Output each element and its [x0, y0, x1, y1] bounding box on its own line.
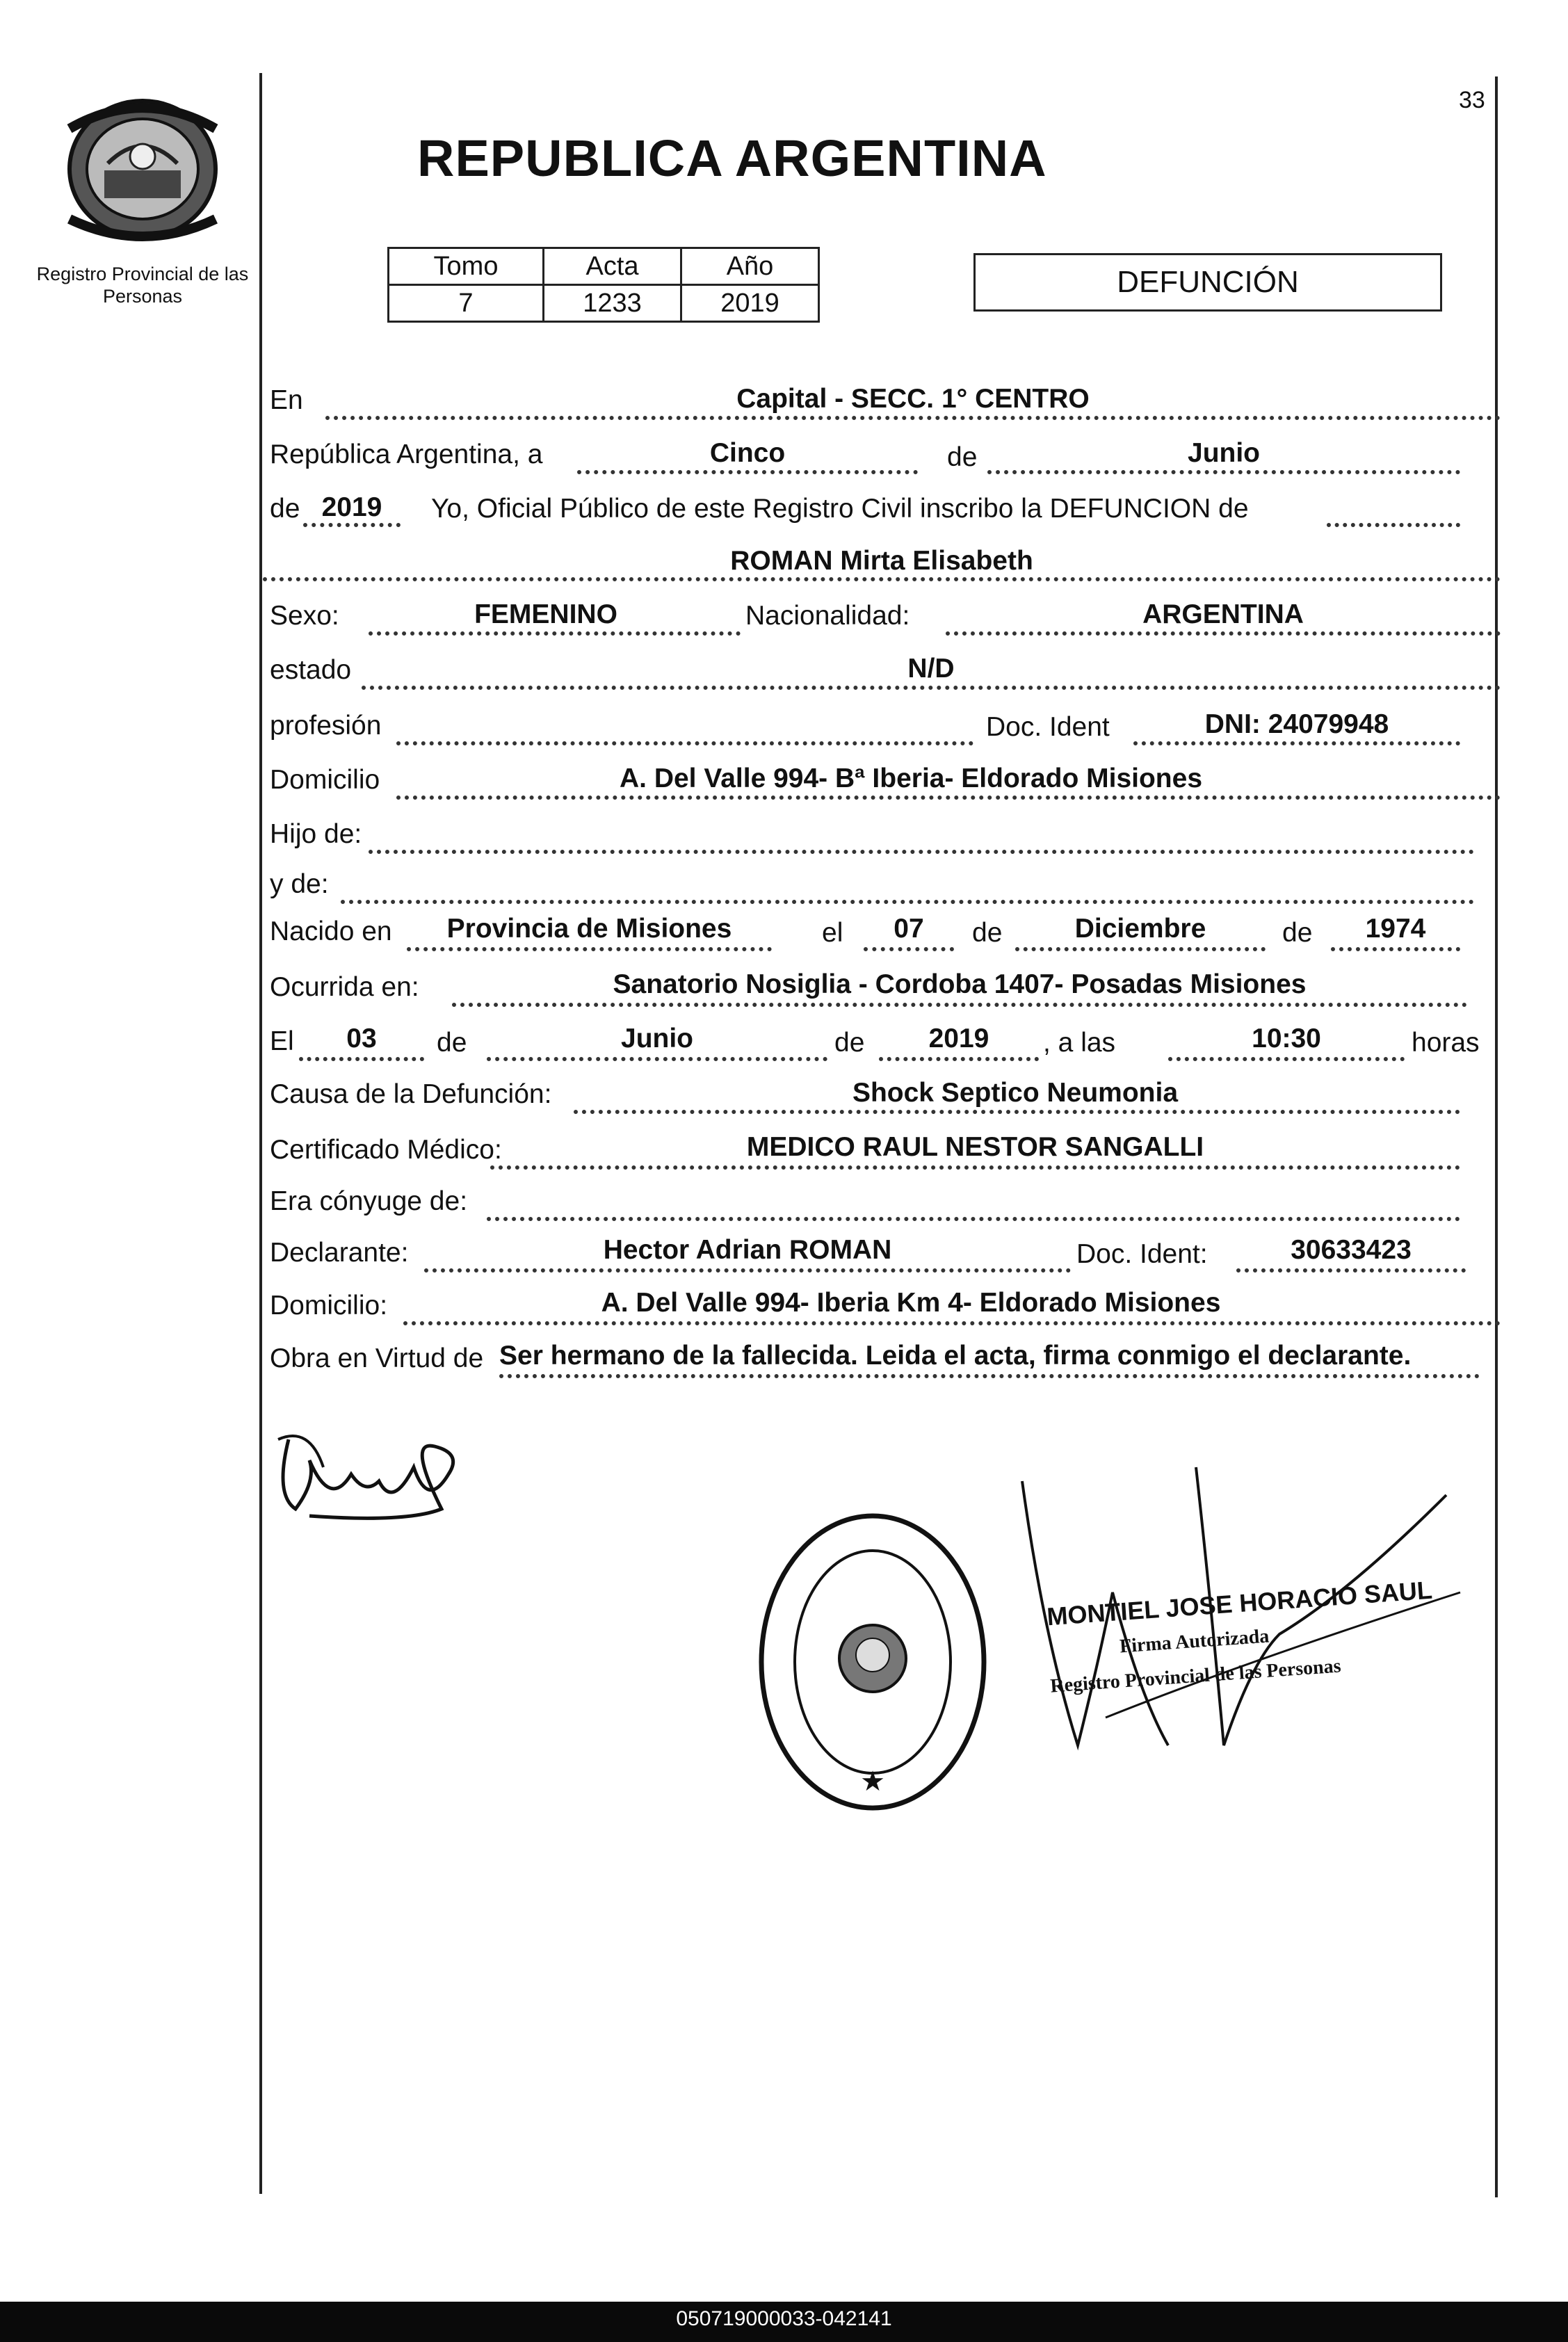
official-org: Registro Provincial de las Personas: [1049, 1655, 1342, 1697]
de-label-4: de: [1282, 918, 1313, 948]
dotted-line: [1168, 1057, 1405, 1061]
obra-label: Obra en Virtud de: [270, 1343, 484, 1373]
horas-label: horas: [1412, 1028, 1480, 1058]
record-type-box: DEFUNCIÓN: [973, 253, 1442, 312]
nac-dia-value: 07: [894, 914, 924, 944]
dotted-line: [487, 1057, 827, 1061]
value-anio: 2019: [681, 285, 819, 322]
en-label: En: [270, 385, 303, 415]
header-tomo: Tomo: [389, 248, 544, 285]
declarante-value: Hector Adrian ROMAN: [603, 1235, 892, 1265]
dotted-line: [407, 947, 772, 951]
ocurrida-label: Ocurrida en:: [270, 972, 419, 1002]
nacido-label: Nacido en: [270, 916, 392, 946]
dotted-line: [403, 1321, 1501, 1325]
domicilio2-value: A. Del Valle 994- Iberia Km 4- Eldorado Misiones: [601, 1288, 1221, 1318]
dotted-line: [424, 1268, 1071, 1273]
dotted-line: [452, 1003, 1467, 1007]
certificado-value: MEDICO RAUL NESTOR SANGALLI: [746, 1132, 1204, 1162]
doc-ident-label: Doc. Ident: [986, 712, 1110, 742]
dotted-line: [362, 686, 1501, 690]
domicilio2-label: Domicilio:: [270, 1291, 388, 1321]
header-anio: Año: [681, 248, 819, 285]
declarant-signature: [268, 1426, 476, 1530]
registro-provincial-label: Registro Provincial de las Personas: [36, 264, 249, 307]
value-tomo: 7: [389, 285, 544, 322]
dotted-line: [946, 631, 1501, 636]
dotted-line: [369, 631, 741, 636]
dotted-line: [303, 523, 401, 527]
dotted-line: [263, 577, 1501, 581]
dotted-line: [299, 1057, 424, 1061]
dotted-line: [487, 1217, 1460, 1221]
dotted-line: [1015, 947, 1266, 951]
republica-label: República Argentina, a: [270, 439, 543, 469]
mes-value: Junio: [1188, 438, 1260, 468]
en-value: Capital - SECC. 1° CENTRO: [736, 384, 1090, 414]
value-acta: 1233: [544, 285, 681, 322]
a-las-label: , a las: [1043, 1028, 1116, 1058]
certificado-label: Certificado Médico:: [270, 1135, 502, 1165]
dotted-line: [490, 1165, 1460, 1170]
dotted-line: [1133, 741, 1460, 745]
def-mes-value: Junio: [621, 1024, 693, 1053]
doc-ident-value: DNI: 24079948: [1204, 709, 1389, 739]
causa-label: Causa de la Defunción:: [270, 1079, 552, 1109]
estado-value: N/D: [907, 654, 955, 684]
def-anio-value: 2019: [928, 1024, 989, 1053]
barcode-text: 050719000033-042141: [676, 2307, 892, 2330]
header-acta: Acta: [544, 248, 681, 285]
nac-mes-value: Diciembre: [1074, 914, 1206, 944]
el-label-2: El: [270, 1026, 294, 1056]
dotted-line: [1331, 947, 1460, 951]
yo-text: Yo, Oficial Público de este Registro Civil inscribo la DEFUNCION de: [431, 494, 1249, 524]
official-stamp: [747, 1505, 998, 1818]
domicilio-value: A. Del Valle 994- Bª Iberia- Eldorado Misiones: [619, 764, 1203, 793]
dotted-line: [577, 470, 918, 474]
dotted-line: [987, 470, 1460, 474]
dotted-line: [325, 416, 1501, 420]
page-number: 33: [1459, 87, 1485, 113]
nacido-en-value: Provincia de Misiones: [446, 914, 732, 944]
nac-anio-value: 1974: [1365, 914, 1426, 944]
dotted-line: [499, 1374, 1480, 1378]
deceased-name: ROMAN Mirta Elisabeth: [730, 546, 1033, 576]
nacionalidad-value: ARGENTINA: [1142, 599, 1304, 629]
de-label-2: de: [270, 494, 300, 524]
dotted-line: [1236, 1268, 1466, 1273]
hora-value: 10:30: [1252, 1024, 1321, 1053]
dotted-line: [879, 1057, 1039, 1061]
de-label-3: de: [972, 918, 1003, 948]
dotted-line: [369, 850, 1474, 854]
sexo-label: Sexo:: [270, 601, 339, 631]
declarante-label: Declarante:: [270, 1238, 409, 1268]
official-name: MONTIEL JOSE HORACIO SAUL: [1046, 1575, 1434, 1631]
def-dia-value: 03: [346, 1024, 377, 1053]
obra-value: Ser hermano de la fallecida. Leida el acta, firma conmigo el declarante.: [499, 1341, 1412, 1371]
page-title: REPUBLICA ARGENTINA: [417, 129, 1047, 187]
nacionalidad-label: Nacionalidad:: [745, 601, 910, 631]
hijo-label: Hijo de:: [270, 819, 362, 849]
estado-label: estado: [270, 655, 352, 685]
dotted-line: [396, 741, 973, 745]
dotted-line: [574, 1110, 1460, 1114]
dotted-line: [341, 900, 1474, 904]
y-de-label: y de:: [270, 869, 329, 899]
dotted-line: [396, 796, 1501, 800]
conyuge-label: Era cónyuge de:: [270, 1186, 468, 1216]
de-label-6: de: [834, 1028, 865, 1058]
left-margin-line: [259, 73, 262, 2194]
doc-ident2-label: Doc. Ident:: [1076, 1239, 1208, 1269]
de-label-5: de: [437, 1028, 467, 1058]
svg-text:★: ★: [860, 1766, 885, 1798]
dotted-line: [864, 947, 954, 951]
dotted-line: [1327, 523, 1460, 527]
tomo-acta-anio-table: [387, 247, 820, 323]
de-label: de: [947, 442, 978, 472]
official-role: Firma Autorizada: [1119, 1625, 1270, 1658]
causa-value: Shock Septico Neumonia: [852, 1078, 1179, 1108]
dia-value: Cinco: [709, 438, 786, 468]
profesion-label: profesión: [270, 711, 382, 741]
sexo-value: FEMENINO: [474, 599, 617, 629]
anio-value: 2019: [321, 492, 382, 522]
domicilio-label: Domicilio: [270, 765, 380, 795]
doc-ident2-value: 30633423: [1291, 1235, 1412, 1265]
province-seal-logo: [42, 87, 243, 250]
ocurrida-en-value: Sanatorio Nosiglia - Cordoba 1407- Posadas Misiones: [613, 969, 1307, 999]
el-label: el: [822, 918, 843, 948]
